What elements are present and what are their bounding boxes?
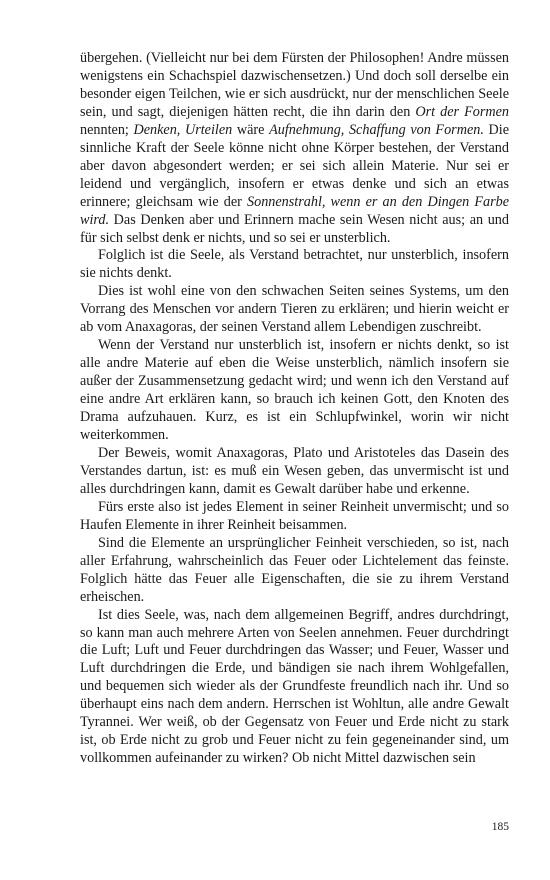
paragraph: [80, 499, 509, 535]
text-run: Folglich ist die Seele, als Verstand betrachtet, nur unsterblich, insofern sie nichts denkt.: [80, 247, 509, 282]
text-run: Das Denken aber und Erinnern mache sein Wesen nicht aus; an und für sich selbst denk er nichts, und so sei er unsterblich.: [80, 211, 509, 246]
text-run: nennten;: [80, 121, 134, 138]
paragraph: [80, 337, 509, 445]
italic-text: Aufnehmung, Schaffung von Formen.: [269, 121, 484, 138]
text-run: Fürs erste also ist jedes Element in seiner Reinheit unvermischt; und so Haufen Elemente in ihrer Reinheit beisammen.: [80, 498, 509, 533]
text-run: Sind die Elemente an ursprünglicher Feinheit verschieden, so ist, nach aller Erfahrung, wahrscheinlich das Feuer oder Lichtelement das feinste. Folglich hätte das Feuer alle Eigenschaften, die sie zu ihrem Verstand erheischen.: [80, 534, 509, 605]
italic-text: Denken, Urteilen: [133, 121, 233, 138]
text-run: Die sinnliche Kraft der Seele könne nicht ohne Körper bestehen, der Verstand aber davon abgesondert werden; er sei sich allein Materie. Nur sei er leidend und vergänglich, insofern er etwas denke und sich an etwas erinnere; gleichsam wie der: [80, 121, 509, 210]
text-run: übergehen. (Vielleicht nur bei dem Fürsten der Philosophen! Andre müssen wenigstens ein Schachspiel dazwischensetzen.) Und doch soll derselbe ein besonder eigen Teilchen, wie er sich ausdrückt, nur der menschlichen Seele sein, und sagt, diejenigen hätten recht, die ihn darin den: [80, 50, 509, 120]
text-run: Dies ist wohl eine von den schwachen Seiten seines Systems, um den Vorrang des Menschen vor andern Tieren zu erklären; und hierin weicht er ab vom Anaxagoras, der seinen Verstand allem Lebendigen zuschreibt.: [80, 283, 509, 336]
paragraph: [80, 50, 509, 247]
paragraph: [80, 247, 509, 283]
italic-text: Sonnenstrahl, wenn er an den Dingen Farbe wird.: [80, 193, 509, 228]
paragraph: [80, 607, 509, 769]
text-run: Der Beweis, womit Anaxagoras, Plato und Aristoteles das Dasein des Verstandes dartun, ist: es muß ein Wesen geben, das unvermischt ist und alles durchdringen kann, damit es Gewalt darüber habe und erkenne.: [80, 444, 509, 497]
text-run: wäre: [232, 121, 270, 138]
paragraph: [80, 283, 509, 337]
paragraph: [80, 445, 509, 499]
body-text: [80, 50, 509, 768]
text-run: Ist dies Seele, was, nach dem allgemeinen Begriff, andres durchdringt, so kann man auch mehrere Arten von Seelen annehmen. Feuer durchdringt die Luft; Luft und Feuer durchdringen das Wasser; und Feuer, Wasser und Luft durchdringen die Erde, und bändigen sie nach ihrem Wohlgefallen, und bequemen sich wieder als der Grundfeste freundlich nach ihr. Und so überhaupt eins nach dem andern. Herrschen ist Wohltun, alle andre Gewalt Tyrannei. Wer weiß, ob der Gegensatz von Feuer und Erde nicht zu stark ist, ob Erde nicht zu grob und Feuer nicht zu fein gegeneinander sind, um vollkommen aufeinander zu wirken? Ob nicht Mittel dazwischen sein: [80, 606, 509, 767]
paragraph: [80, 535, 509, 607]
page-number: 185: [491, 821, 509, 833]
text-run: Wenn der Verstand nur unsterblich ist, insofern er nichts denkt, so ist alle andre Materie auf eben die Weise unsterblich, nämlich insofern sie außer der Zusammensetzung gedacht wird; und wenn ich den Verstand auf eine andre Art erklären kann, so brauch ich keinen Gott, den Knoten des Drama aufzuhauen. Kurz, es ist ein Schlupfwinkel, worin wir nicht weiterkommen.: [80, 337, 509, 444]
italic-text: Ort der Formen: [415, 103, 509, 120]
